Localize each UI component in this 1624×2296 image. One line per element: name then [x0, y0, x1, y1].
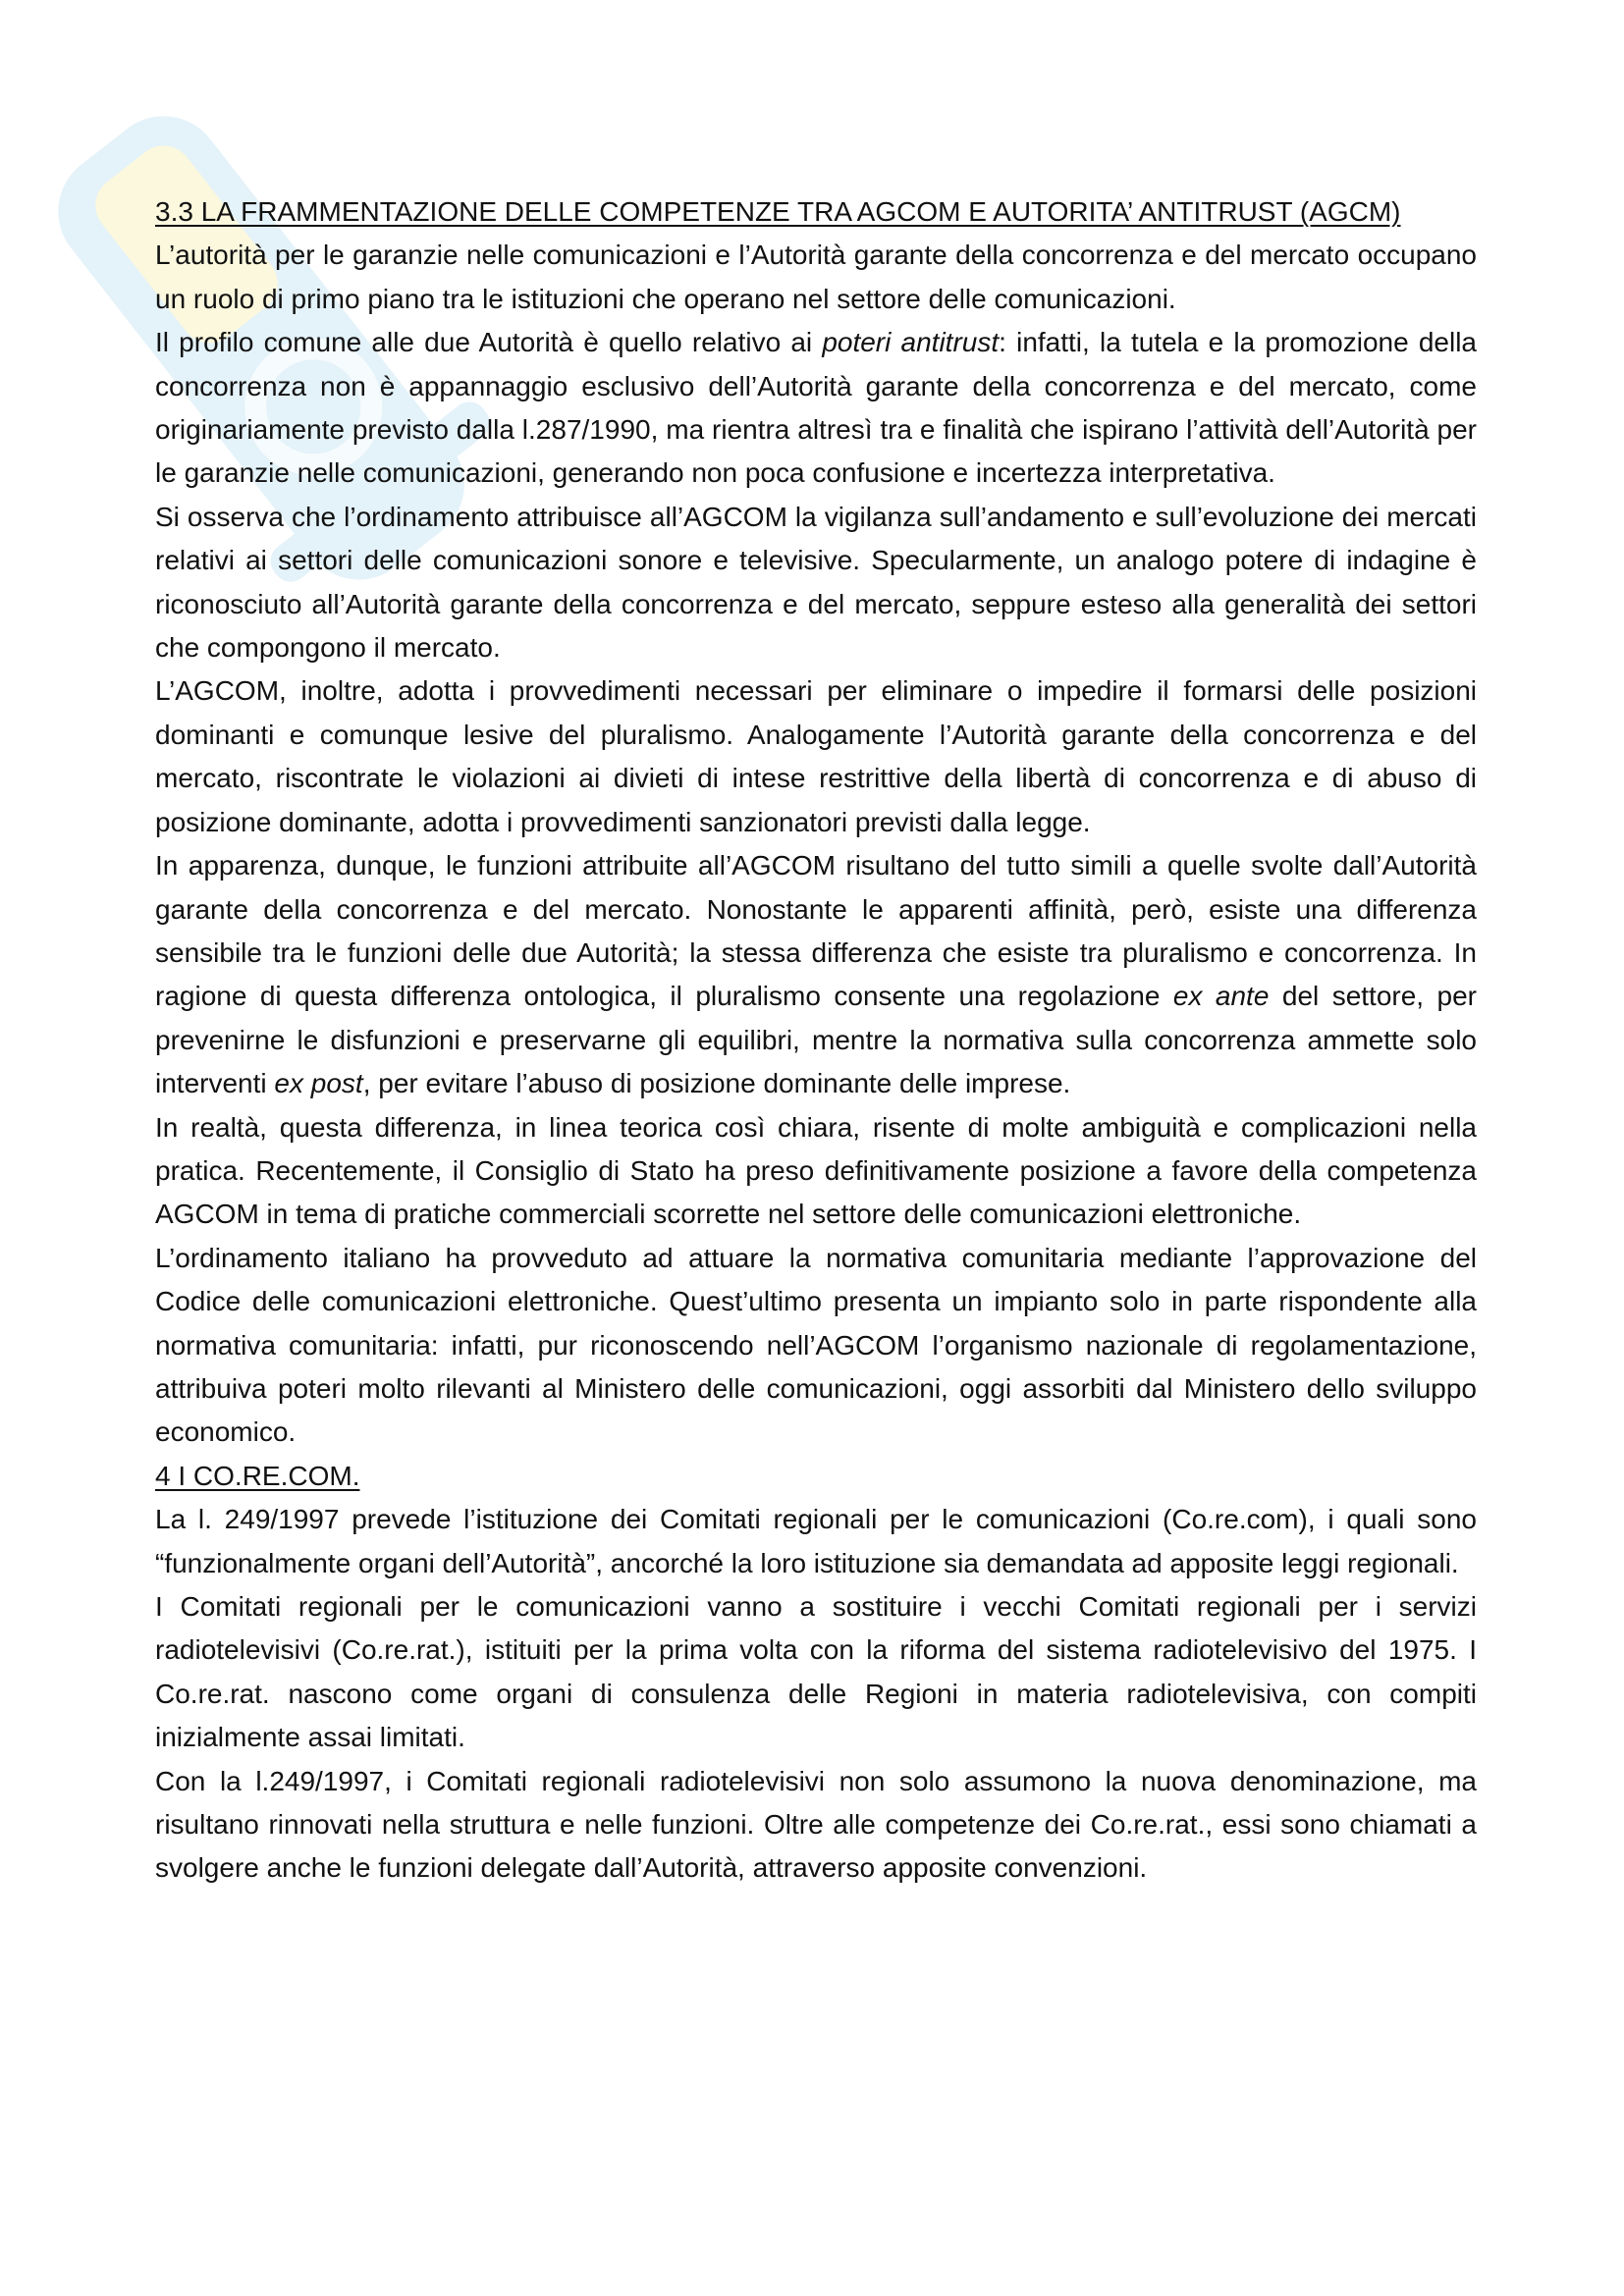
paragraph-3-3-7: L’ordinamento italiano ha provveduto ad attuare la normativa comunitaria mediante l’approvazione del Codice delle comunicazioni elettroniche. Quest’ultimo presenta un impianto solo in parte rispondente alla normativa comunitaria: infatti, pur riconoscendo nell’AGCOM l’organismo nazionale di regolamentazione, attribuiva poteri molto rilevanti al Ministero delle comunicazioni, oggi assorbiti dal Ministero dello sviluppo economico.	[155, 1242, 1477, 1448]
section-4-heading: 4 I CO.RE.COM.	[155, 1460, 360, 1491]
paragraph-4-3: Con la l.249/1997, i Comitati regionali radiotelevisivi non solo assumono la nuova denominazione, ma risultano rinnovati nella struttura e nelle funzioni. Oltre alle competenze dei Co.re.rat., essi sono chiamati a svolgere anche le funzioni delegate dall’Autorità, attraverso apposite convenzioni.	[155, 1765, 1477, 1884]
paragraph-3-3-3: Si osserva che l’ordinamento attribuisce all’AGCOM la vigilanza sull’andamento e sull’evoluzione dei mercati relativi ai settori delle comunicazioni sonore e televisive. Specularmente, un analogo potere di indagine è riconosciuto all’Autorità garante della concorrenza e del mercato, seppure esteso alla generalità dei settori che compongono il mercato.	[155, 501, 1477, 664]
paragraph-3-3-1: L’autorità per le garanzie nelle comunicazioni e l’Autorità garante della concorrenza e del mercato occupano un ruolo di primo piano tra le istituzioni che operano nel settore delle comunicazioni.	[155, 240, 1477, 314]
paragraph-3-3-2: Il profilo comune alle due Autorità è quello relativo ai poteri antitrust: infatti, la tutela e la promozione della concorrenza non è appannaggio esclusivo dell’Autorità garante della concorrenza e del mercato, come originariamente previsto dalla l.287/1990, ma rientra altresì tra e finalità che ispirano l’attività dell’Autorità per le garanzie nelle comunicazioni, generando non poca confusione e incertezza interpretativa.	[155, 327, 1478, 489]
emphasis-poteri-antitrust: poteri antitrust	[822, 327, 1000, 358]
emphasis-ex-post: ex post	[274, 1068, 363, 1099]
section-3-3-heading: 3.3 LA FRAMMENTAZIONE DELLE COMPETENZE TRA AGCOM E AUTORITA’ ANTITRUST (AGCM)	[155, 196, 1401, 227]
paragraph-3-3-5: In apparenza, dunque, le funzioni attribuite all’AGCOM risultano del tutto simili a quelle svolte dall’Autorità garante della concorrenza e del mercato. Nonostante le apparenti affinità, però, esiste una differenza sensibile tra le funzioni delle due Autorità; la stessa differenza che esiste tra pluralismo e concorrenza. In ragione di questa differenza ontologica, il pluralismo consente una regolazione ex ante del settore, per prevenirne le disfunzioni e preservarne gli equilibri, mentre la normativa sulla concorrenza ammette solo interventi ex post, per evitare l’abuso di posizione dominante delle imprese.	[155, 850, 1477, 1099]
document-body	[155, 190, 1477, 1891]
paragraph-3-3-6: In realtà, questa differenza, in linea teorica così chiara, risente di molte ambiguità e complicazioni nella pratica. Recentemente, il Consiglio di Stato ha preso definitivamente posizione a favore della competenza AGCOM in tema di pratiche commerciali scorrette nel settore delle comunicazioni elettroniche.	[155, 1111, 1477, 1230]
paragraph-3-3-4: L’AGCOM, inoltre, adotta i provvedimenti necessari per eliminare o impedire il formarsi delle posizioni dominanti e comunque lesive del pluralismo. Analogamente l’Autorità garante della concorrenza e del mercato, riscontrate le violazioni ai divieti di intese restrittive della libertà di concorrenza e di abuso di posizione dominante, adotta i provvedimenti sanzionatori previsti dalla legge.	[155, 675, 1477, 837]
emphasis-ex-ante: ex ante	[1172, 981, 1270, 1012]
paragraph-4-2: I Comitati regionali per le comunicazioni vanno a sostituire i vecchi Comitati regionali per i servizi radiotelevisivi (Co.re.rat.), istituiti per la prima volta con la riforma del sistema radiotelevisivo del 1975. I Co.re.rat. nascono come organi di consulenza delle Regioni in materia radiotelevisiva, con compiti inizialmente assai limitati.	[155, 1591, 1477, 1753]
paragraph-4-1: La l. 249/1997 prevede l’istituzione dei Comitati regionali per le comunicazioni (Co.re.com), i quali sono “funzionalmente organi dell’Autorità”, ancorché la loro istituzione sia demandata ad apposite leggi regionali.	[155, 1504, 1477, 1578]
